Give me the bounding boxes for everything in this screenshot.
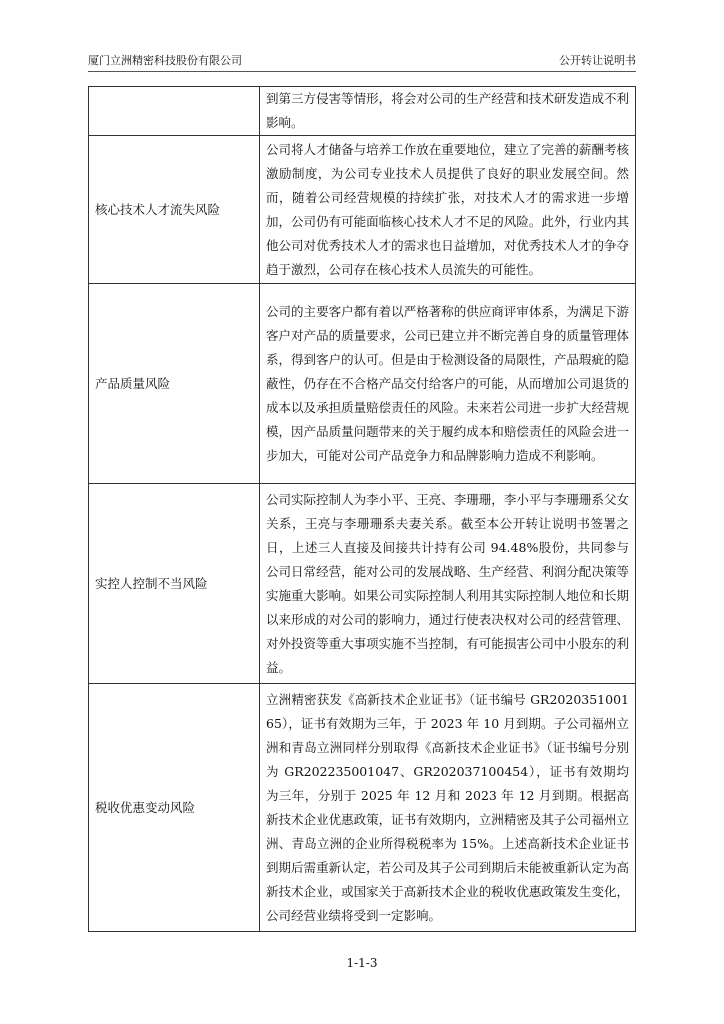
- risk-description: 公司的主要客户都有着以严格著称的供应商评审体系，为满足下游客户对产品的质量要求，公司已建立并不断完善自身的质量管理体系，得到客户的认可。但是由于检测设备的局限性，产品瑕疵的隐蔽性，仍存在不合格产品交付给客户的可能，从而增加公司退货的成本以及承担质量赔偿责任的风险。未来若公司进一步扩大经营规模，因产品质量问题带来的关于履约成本和赔偿责任的风险会进一步加大，可能对公司产品竞争力和品牌影响力造成不利影响。: [260, 284, 636, 484]
- risk-table: [88, 86, 636, 932]
- risk-description: 立洲精密获发《高新技术企业证书》（证书编号 GR202035100165），证书有效期为三年，于 2023 年 10 月到期。子公司福州立洲和青岛立洲同样分别取得《高新技术企业证书》（证书编号分别为 GR202235001047、GR202037100454），证书有效期均为三年，分别于 2025 年 12 月和 2023 年 12 月到期。根据高新技术企业优惠政策，证书有效期内，立洲精密及其子公司福州立洲、青岛立洲的企业所得税税率为 15%。上述高新技术企业证书到期后需重新认定，若公司及其子公司到期后未能被重新认定为高新技术企业，或国家关于高新技术企业的税收优惠政策发生变化，公司经营业绩将受到一定影响。: [260, 684, 636, 932]
- risk-description: 公司将人才储备与培养工作放在重要地位，建立了完善的薪酬考核激励制度，为公司专业技术人员提供了良好的职业发展空间。然而，随着公司经营规模的持续扩张，对技术人才的需求进一步增加，公司仍有可能面临核心技术人才不足的风险。此外，行业内其他公司对优秀技术人才的需求也日益增加，对优秀技术人才的争夺趋于激烈，公司存在核心技术人员流失的可能性。: [260, 136, 636, 284]
- table-row: [89, 484, 636, 684]
- table-row: [89, 284, 636, 484]
- page-number: 1-1-3: [346, 956, 378, 970]
- risk-name: 实控人控制不当风险: [89, 484, 260, 684]
- table-row: [89, 87, 636, 136]
- header-document-title: 公开转让说明书: [559, 54, 636, 67]
- risk-description: 到第三方侵害等情形，将会对公司的生产经营和技术研发造成不利影响。: [260, 87, 636, 136]
- risk-name: [89, 87, 260, 136]
- page-header: [88, 52, 636, 72]
- table-row: [89, 136, 636, 284]
- risk-name: 核心技术人才流失风险: [89, 136, 260, 284]
- risk-description: 公司实际控制人为李小平、王亮、李珊珊，李小平与李珊珊系父女关系，王亮与李珊珊系夫妻关系。截至本公开转让说明书签署之日，上述三人直接及间接共计持有公司 94.48%股份，共同参与公司日常经营，能对公司的发展战略、生产经营、利润分配决策等实施重大影响。如果公司实际控制人利用其实际控制人地位和长期以来形成的对公司的影响力，通过行使表决权对公司的经营管理、对外投资等重大事项实施不当控制，有可能损害公司中小股东的利益。: [260, 484, 636, 684]
- risk-name: 税收优惠变动风险: [89, 684, 260, 932]
- header-company-name: 厦门立洲精密科技股份有限公司: [88, 54, 242, 67]
- risk-name: 产品质量风险: [89, 284, 260, 484]
- table-row: [89, 684, 636, 932]
